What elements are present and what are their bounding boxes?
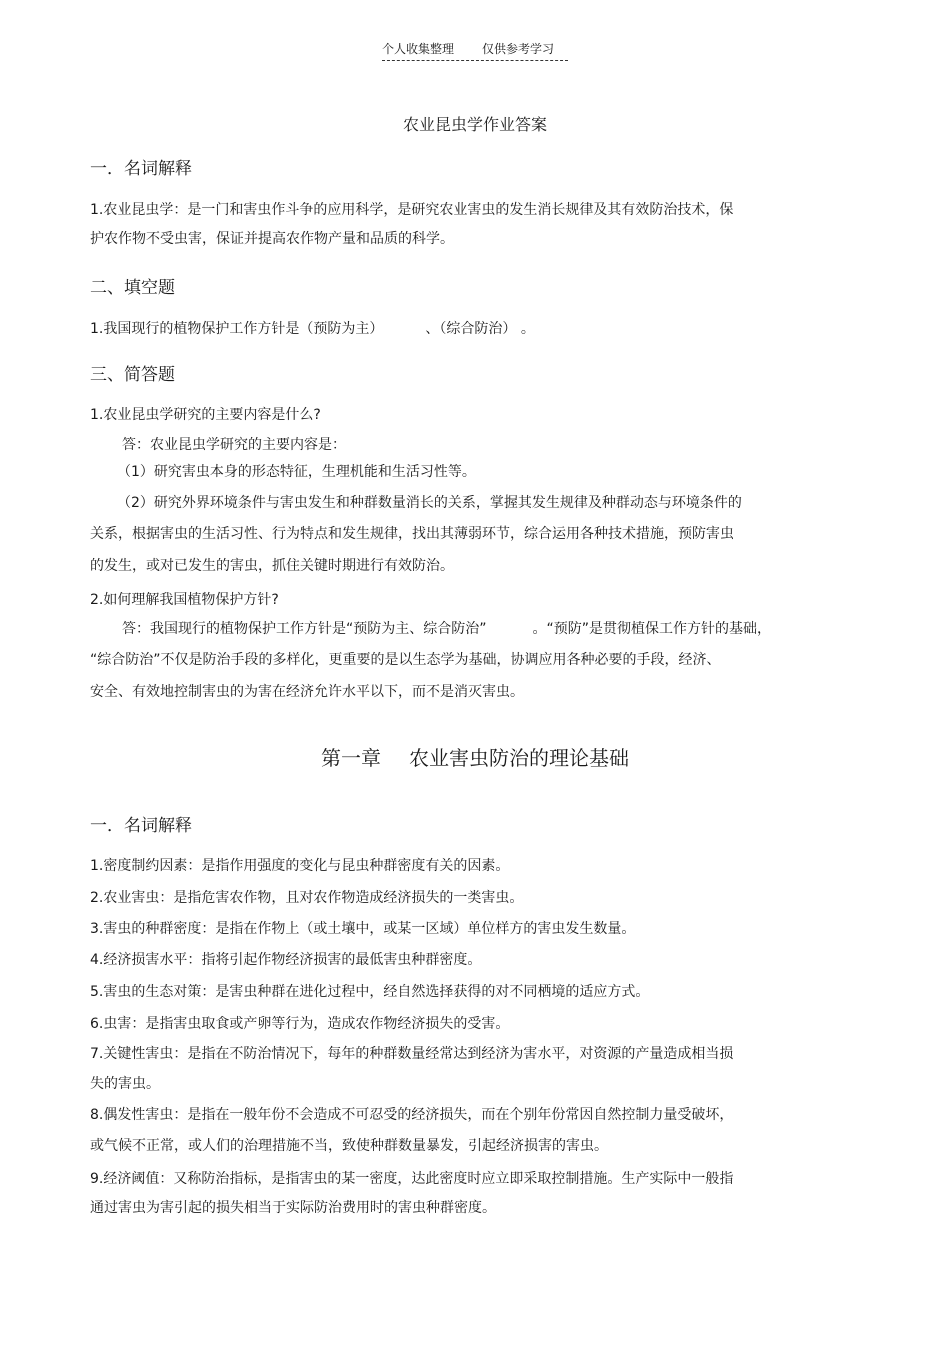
definition-line: 5.害虫的生态对策：是害虫种群在进化过程中，经自然选择获得的对不同栖境的适应方式。 (90, 984, 650, 1000)
question: 2.如何理解我国植物保护方针? (90, 592, 279, 608)
definition-line: 2.农业害虫：是指危害农作物，且对农作物造成经济损失的一类害虫。 (90, 890, 524, 906)
section-heading-fill-blank: 二、填空题 (90, 278, 175, 298)
chapter-heading (0, 742, 950, 771)
fill-blank-part-b: 、（综合防治） (425, 321, 517, 337)
document-title: 农业昆虫学作业答案 (402, 115, 547, 134)
fill-blank-question (90, 320, 535, 338)
answer-part-a: 答：我国现行的植物保护工作方针是“预防为主、综合防治” (122, 621, 487, 637)
answer-intro: 答：农业昆虫学研究的主要内容是： (122, 437, 346, 453)
definition-line: 失的害虫。 (90, 1076, 160, 1092)
answer-line: 的发生，或对已发生的害虫，抓住关键时期进行有效防治。 (90, 558, 454, 574)
definition-line: 7.关键性害虫：是指在不防治情况下，每年的种群数量经常达到经济为害水平，对资源的产量造成相当损 (90, 1046, 734, 1062)
page-header (382, 40, 568, 61)
definition-line: 1.农业昆虫学：是一门和害虫作斗争的应用科学，是研究农业害虫的发生消长规律及其有效防治技术，保 (90, 202, 734, 218)
header-left: 个人收集整理 (382, 42, 455, 56)
answer-part-b: 。“预防”是贯彻植保工作方针的基础， (532, 621, 772, 637)
definition-line: 护农作物不受虫害，保证并提高农作物产量和品质的科学。 (90, 231, 454, 247)
answer-line: 安全、有效地控制害虫的为害在经济允许水平以下，而不是消灭害虫。 (90, 684, 524, 700)
answer-line: （2）研究外界环境条件与害虫发生和种群数量消长的关系，掌握其发生规律及种群动态与环境条件的 (117, 495, 742, 511)
definition-line: 8.偶发性害虫：是指在一般年份不会造成不可忍受的经济损失，而在个别年份常因自然控制力量受破坏， (90, 1107, 734, 1123)
definition-line: 6.虫害：是指害虫取食或产卵等行为，造成农作物经济损失的受害。 (90, 1016, 510, 1032)
question: 1.农业昆虫学研究的主要内容是什么? (90, 407, 321, 423)
definition-line: 3.害虫的种群密度：是指在作物上（或土壤中，或某一区域）单位样方的害虫发生数量。 (90, 921, 636, 937)
answer-line: （1）研究害虫本身的形态特征，生理机能和生活习性等。 (117, 464, 476, 480)
section-heading-terms: 一．名词解释 (90, 159, 192, 179)
definition-line: 4.经济损害水平：指将引起作物经济损害的最低害虫种群密度。 (90, 952, 482, 968)
chapter-name: 农业害虫防治的理论基础 (409, 746, 629, 770)
answer-line (122, 620, 771, 638)
answer-line: 关系，根据害虫的生活习性、行为特点和发生规律，找出其薄弱环节，综合运用各种技术措施，预防害虫 (90, 526, 734, 542)
definition-line: 1.密度制约因素：是指作用强度的变化与昆虫种群密度有关的因素。 (90, 858, 510, 874)
chapter-label: 第一章 (321, 746, 381, 770)
section-heading-short-answer: 三、简答题 (90, 365, 175, 385)
header-right: 仅供参考学习 (482, 42, 555, 56)
definition-line: 9.经济阈值：又称防治指标，是指害虫的某一密度，达此密度时应立即采取控制措施。生产实际中一般指 (90, 1171, 734, 1187)
definition-line: 或气候不正常，或人们的治理措施不当，致使种群数量暴发，引起经济损害的害虫。 (90, 1138, 608, 1154)
fill-blank-part-c: 。 (520, 321, 535, 337)
section-heading-terms: 一．名词解释 (90, 816, 192, 836)
fill-blank-part-a: 1.我国现行的植物保护工作方针是（预防为主） (90, 321, 384, 337)
answer-line: “综合防治”不仅是防治手段的多样化，更重要的是以生态学为基础，协调应用各种必要的手段，经济、 (90, 652, 721, 668)
definition-line: 通过害虫为害引起的损失相当于实际防治费用时的害虫种群密度。 (90, 1200, 496, 1216)
